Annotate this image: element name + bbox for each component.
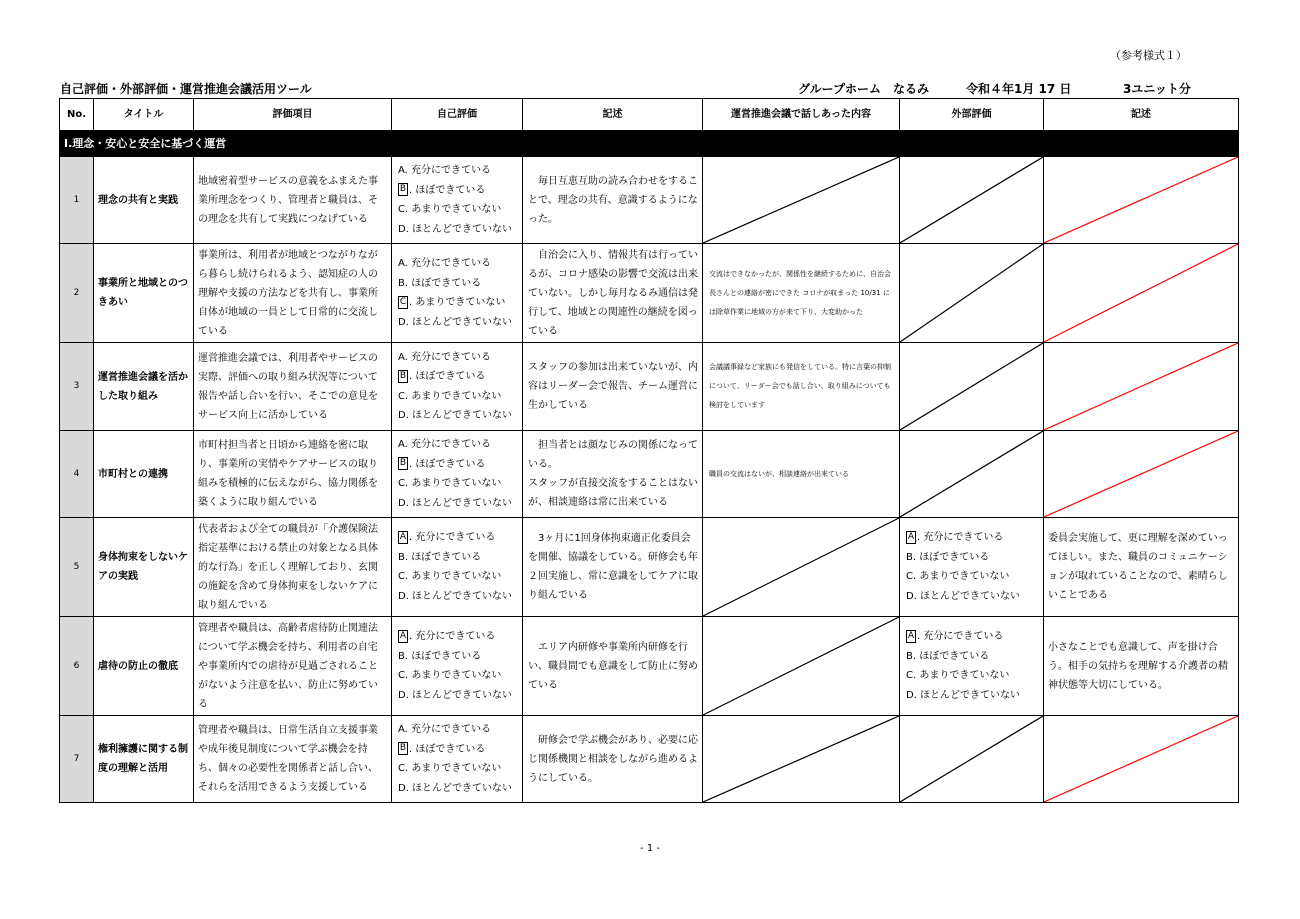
selected-mark: B [399,370,407,381]
option-label: C. あまりできていない [398,670,502,681]
self-eval-option [398,274,518,294]
self-eval-option [398,313,518,333]
self-eval-option [398,666,518,686]
self-eval-option [398,587,518,607]
row-title: 運営推進会議を活かした取り組み [94,343,194,431]
self-eval-option [398,220,518,240]
selected-mark: B [399,458,407,468]
col-header-no: No. [60,99,94,131]
self-eval-option [398,161,518,181]
external-eval-empty [900,343,1044,431]
row-title: 市町村との連携 [94,431,194,518]
self-eval [392,157,523,244]
self-eval [392,617,523,716]
option-label: C. あまりできていない [398,204,502,215]
diagonal-slash [703,617,899,715]
self-eval-option [398,627,518,647]
option-label: C. あまりできていない [906,571,1010,582]
evaluation-item: 管理者や職員は、高齢者虐待防止関連法について学ぶ機会を持ち、利用者の自宅や事業所内での虐待が見過ごされることがないよう注意を払い、防止に努めている [194,617,392,716]
table-row [60,518,1239,617]
evaluation-item: 市町村担当者と日頃から連絡を密に取り、事業所の実情やケアサービスの取り組みを積極的に伝えながら、協力関係を築くように取り組んでいる [194,431,392,518]
self-eval-option [398,254,518,274]
self-desc: 研修会で学ぶ機会があり、必要に応じ関係機関と相談をしながら進めるようにしている。 [523,716,703,803]
row-number: 5 [60,518,94,617]
row-number: 3 [60,343,94,431]
option-label: A. 充分にできている [398,724,492,735]
diagonal-slash [900,431,1043,517]
col-header-title: タイトル [94,99,194,131]
table-header-row [60,99,1239,131]
external-eval-option [906,666,1039,686]
evaluation-item: 事業所は、利用者が地域とつながりながら暮らし続けられるよう、認知症の人の理解や支援の方法などを共有し、事業所自体が地域の一員として日常的に交流している [194,244,392,343]
option-label: D. ほとんどできていない [398,590,513,602]
option-label: A. 充分にできている [398,351,492,363]
external-eval [900,518,1044,617]
selected-mark: A [399,531,407,542]
row-number: 4 [60,431,94,518]
option-label: B. ほぼできている [398,551,482,563]
option-rest: . ほぼできている [409,458,486,470]
self-desc: 毎日互恵互助の読み合わせをすることで、理念の共有、意識するようになった。 [523,157,703,244]
red-diagonal-slash [1044,716,1238,802]
evaluation-item: 代表者および全ての職員が「介護保険法指定基準における禁止の対象となる具体的な行為」を正しく理解しており、玄関の施錠を含めて身体拘束をしないケアに取り組んでいる [194,518,392,617]
reference-form-label: （参考様式１） [1110,49,1187,62]
external-eval-empty [900,244,1044,343]
external-desc-empty [1044,716,1239,803]
self-eval-option [398,779,518,799]
meeting-content-empty [703,617,900,716]
diagonal-slash [900,157,1043,243]
option-label: C. あまりできていない [906,670,1010,681]
row-title: 理念の共有と実践 [94,157,194,244]
red-diagonal-slash [1044,157,1238,243]
option-label: D. ほとんどできていない [398,410,513,421]
meeting-content-empty [703,716,900,803]
option-rest: . 充分にできている [409,631,496,642]
self-eval-option [398,720,518,740]
red-diagonal-slash [1044,244,1238,342]
option-rest: . ほぼできている [409,371,486,382]
diagonal-slash [900,716,1043,802]
row-number: 1 [60,157,94,244]
group-home-name: グループホーム なるみ [798,82,930,96]
meeting-content: 会議議事録など家族にも発信をしている。特に言葉の抑制について、リーダー会でも話し合い、取り組みについても検討をしています [703,343,900,431]
self-eval [392,431,523,518]
selected-mark: A [399,630,407,641]
self-desc: エリア内研修や事業所内研修を行い、職員間でも意識をして防止に努めている [523,617,703,716]
self-eval-option [398,686,518,706]
row-title: 身体拘束をしないケアの実践 [94,518,194,617]
self-eval-option [398,740,518,760]
external-desc: 委員会実施して、更に理解を深めていってほしい。また、職員のコミュニケーションが取れていることなので、素晴らしいことである [1044,518,1239,617]
option-label: D. ほとんどできていない [398,316,513,328]
row-title: 虐待の防止の徹底 [94,617,194,716]
option-label: D. ほとんどできていない [906,689,1021,701]
external-desc-empty [1044,431,1239,518]
diagonal-slash [703,157,899,243]
section-title: Ⅰ.理念・安心と安全に基づく運営 [60,131,1239,157]
selected-mark: A [907,531,915,542]
self-eval-option [398,567,518,587]
evaluation-table [59,98,1239,803]
self-eval-option [398,494,518,514]
document-date: 令和４年1月 17 日 [966,82,1072,96]
option-label: B. ほぼできている [906,650,990,662]
selected-mark: B [399,743,407,753]
external-eval [900,617,1044,716]
self-eval-option [398,759,518,779]
self-eval-option [398,387,518,407]
option-label: B. ほぼできている [906,551,990,563]
external-eval-option [906,627,1039,647]
table-row [60,157,1239,244]
self-eval [392,244,523,343]
self-eval-option [398,548,518,568]
self-desc: 担当者とは顔なじみの関係になっている。 スタッフが直接交流をすることはないが、相談連絡は常に出来ている [523,431,703,518]
option-label: A. 充分にできている [398,439,492,450]
table-row [60,617,1239,716]
self-desc: スタッフの参加は出来ていないが、内容はリーダー会で報告、チーム運営に生かしている [523,343,703,431]
diagonal-slash [900,343,1043,430]
col-header-external-desc: 記述 [1044,99,1239,131]
meeting-content: 職員の交流はないが、相談連絡が出来ている [703,431,900,518]
option-label: D. ほとんどできていない [398,782,513,794]
col-header-meeting: 運営推進会議で話しあった内容 [703,99,900,131]
self-eval-option [398,406,518,426]
self-eval [392,518,523,617]
external-desc-empty [1044,157,1239,244]
row-number: 6 [60,617,94,716]
option-label: A. 充分にできている [398,165,492,176]
option-rest: . 充分にできている [409,532,496,543]
table-row [60,244,1239,343]
col-header-self-eval: 自己評価 [392,99,523,131]
table-row [60,431,1239,518]
option-rest: . 充分にできている [917,631,1004,642]
page-number: - 1 - [640,843,660,854]
self-desc: 自治会に入り、情報共有は行っているが、コロナ感染の影響で交流は出来ていない。しかし毎月なるみ通信は発行して、地域との関連性の継続を図っている [523,244,703,343]
row-title: 権利擁護に関する制度の理解と活用 [94,716,194,803]
selected-mark: C [399,296,407,307]
option-label: C. あまりできていない [398,763,502,774]
external-eval-empty [900,157,1044,244]
diagonal-slash [703,716,899,802]
table-row [60,716,1239,803]
self-eval-option [398,455,518,475]
self-eval-option [398,367,518,387]
option-rest: . 充分にできている [917,532,1004,543]
external-desc: 小さなことでも意識して、声を掛け合う。相手の気持ちを理解する介護者の精神状態等大切にしている。 [1044,617,1239,716]
self-eval [392,716,523,803]
col-header-self-desc: 記述 [523,99,703,131]
red-diagonal-slash [1044,431,1238,517]
document-header [60,80,1238,98]
option-rest: . あまりできていない [409,297,506,308]
option-rest: . ほぼできている [409,743,486,755]
option-label: C. あまりできていない [398,390,502,402]
meeting-content-empty [703,518,900,617]
external-eval-option [906,647,1039,667]
unit-count: 3ユニット分 [1123,82,1191,96]
self-eval-option [398,348,518,368]
external-eval-option [906,686,1039,706]
evaluation-item: 運営推進会議では、利用者やサービスの実際、評価への取り組み状況等について報告や話し合いを行い、そこでの意見をサービス向上に活かしている [194,343,392,431]
self-eval-option [398,528,518,548]
table-row [60,343,1239,431]
option-label: B. ほぼできている [398,650,482,662]
option-rest: . ほぼできている [409,184,486,196]
option-label: B. ほぼできている [398,277,482,289]
self-eval-option [398,474,518,494]
external-eval-option [906,567,1039,587]
section-row [60,131,1239,157]
self-eval [392,343,523,431]
col-header-item: 評価項目 [194,99,392,131]
external-eval-option [906,528,1039,548]
self-eval-option [398,200,518,220]
self-eval-option [398,435,518,455]
row-title: 事業所と地域とのつきあい [94,244,194,343]
external-desc-empty [1044,244,1239,343]
self-eval-option [398,293,518,313]
meeting-content: 交流はできなかったが、関係性を継続するために、自治会長さんとの連絡が密にできた コロナが収まった 10/31 には除草作業に地域の方が来て下り、大変助かった [703,244,900,343]
external-eval-option [906,587,1039,607]
selected-mark: B [399,184,407,194]
evaluation-item: 地域密着型サービスの意義をふまえた事業所理念をつくり、管理者と職員は、その理念を共有して実践につなげている [194,157,392,244]
external-eval-option [906,548,1039,568]
option-label: A. 充分にできている [398,258,492,269]
selected-mark: A [907,630,915,641]
meeting-content-empty [703,157,900,244]
option-label: D. ほとんどできていない [906,590,1021,602]
diagonal-slash [703,518,899,616]
self-desc: 3ヶ月に1回身体拘束適正化委員会を開催、協議をしている。研修会も年２回実施し、常に意識をしてケアに取り組んでいる [523,518,703,617]
row-number: 7 [60,716,94,803]
option-label: C. あまりできていない [398,571,502,582]
col-header-external-eval: 外部評価 [900,99,1044,131]
option-label: C. あまりできていない [398,478,502,489]
external-eval-empty [900,716,1044,803]
external-desc-empty [1044,343,1239,431]
evaluation-item: 管理者や職員は、日常生活自立支援事業や成年後見制度について学ぶ機会を持ち、個々の必要性を関係者と話し合い、それらを活用できるよう支援している [194,716,392,803]
row-number: 2 [60,244,94,343]
red-diagonal-slash [1044,343,1238,430]
tool-title: 自己評価・外部評価・運営推進会議活用ツール [60,82,312,96]
self-eval-option [398,647,518,667]
option-label: D. ほとんどできていない [398,689,513,701]
diagonal-slash [900,244,1043,342]
external-eval-empty [900,431,1044,518]
option-label: D. ほとんどできていない [398,223,513,235]
option-label: D. ほとんどできていない [398,497,513,509]
self-eval-option [398,181,518,201]
